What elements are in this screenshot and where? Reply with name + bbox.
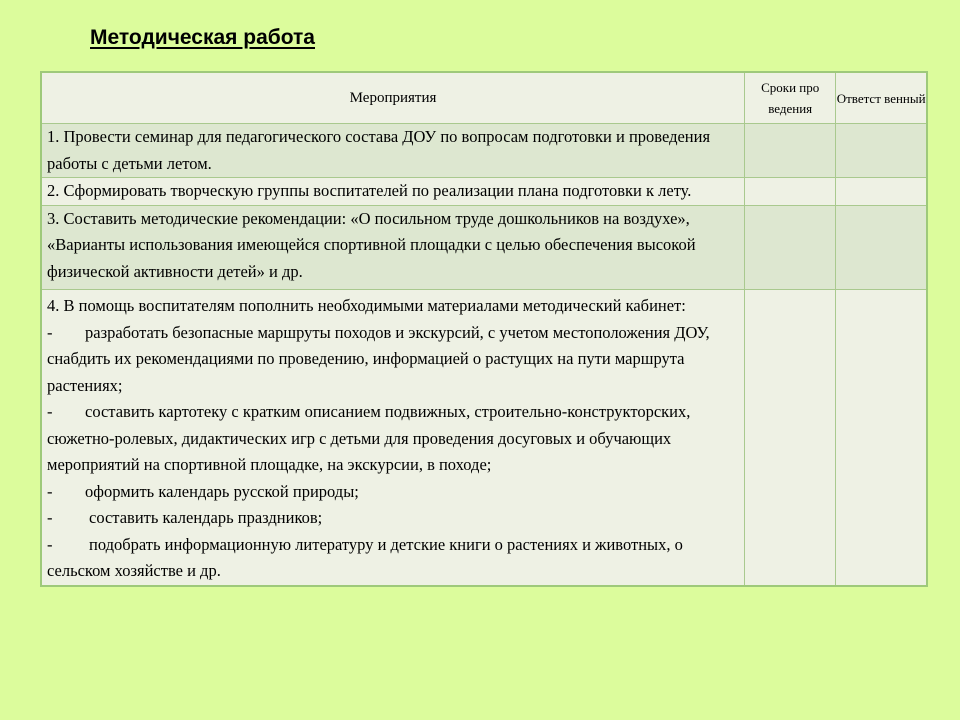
page-title: Методическая работа [90,26,315,49]
list-item [47,479,740,506]
dates-cell [745,205,836,290]
table-row [41,290,927,586]
list-item-text: разработать безопасные маршруты походов и экскурсий, с учетом местоположения ДОУ, снабдить их рекомендациями по проведению, информацией о растущих на пути маршрута растениях; [47,322,710,395]
task-cell: 1. Провести семинар для педагогического состава ДОУ по вопросам подготовки и проведения работы с детьми летом. [41,124,745,178]
responsible-cell [836,205,927,290]
task-cell [41,290,745,586]
list-item-text: оформить календарь русской природы; [85,481,359,501]
dates-cell [745,124,836,178]
table-row [41,205,927,290]
list-item [47,320,740,400]
list-item-text: составить картотеку с кратким описанием подвижных, строительно-конструкторских, сюжетно-ролевых, дидактических игр с детьми для проведения досуговых и обучающих мероприятий на спортивной площадке, на экскурсии, в походе; [47,402,691,474]
table-row [41,124,927,178]
list-item [47,399,740,479]
header-dates: Сроки про ведения [745,72,836,124]
task-intro: 4. В помощь воспитателям пополнить необходимыми материалами методический кабинет: [47,296,686,315]
responsible-cell [836,178,927,206]
responsible-cell [836,124,927,178]
list-item [47,505,740,532]
dates-cell [745,178,836,206]
dates-cell [745,290,836,586]
bullet-dash: - [47,481,53,501]
list-item-text: подобрать информационную литературу и детские книги о растениях и животных, о сельском хозяйстве и др. [47,534,683,580]
list-item-text: составить календарь праздников; [89,508,323,527]
bullet-dash: - [47,508,53,527]
bullet-dash: - [47,322,53,342]
task-cell: 2. Сформировать творческую группы воспитателей по реализации плана подготовки к лету. [41,178,745,206]
responsible-cell [836,290,927,586]
header-events: Мероприятия [41,72,745,124]
table-header-row [41,72,927,124]
table-row [41,178,927,206]
task-cell: 3. Составить методические рекомендации: «О посильном труде дошкольников на воздухе», «Варианты использования имеющейся спортивной площадки с целью обеспечения высокой физической активности детей» и др. [41,205,745,290]
header-responsible: Ответст венный [836,72,927,124]
bullet-dash: - [47,534,53,554]
bullet-dash: - [47,402,53,421]
plan-table [40,71,928,587]
list-item [47,532,740,585]
